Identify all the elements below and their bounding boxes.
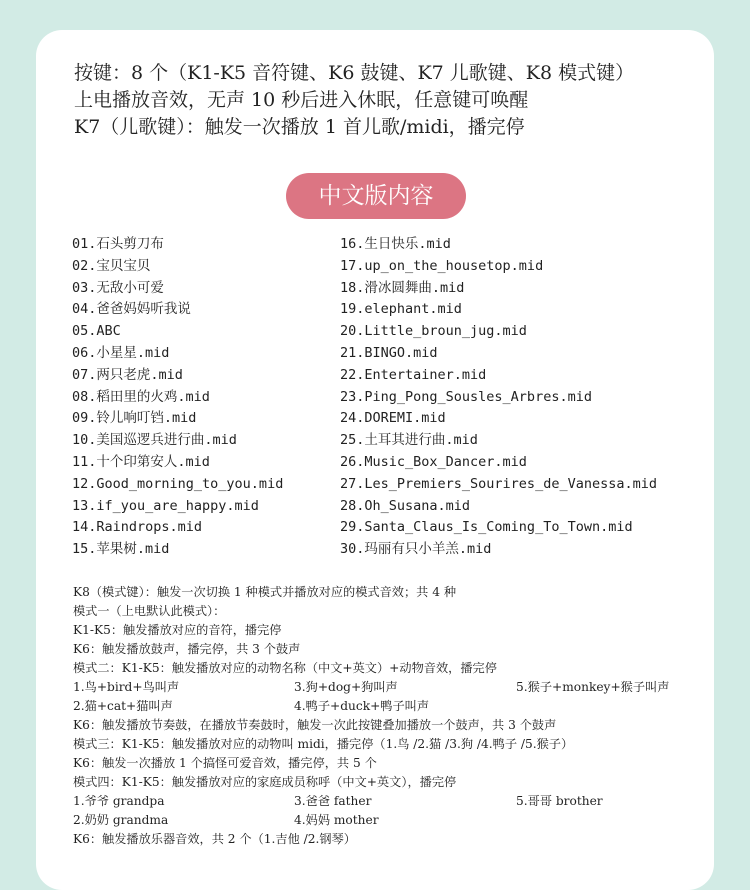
mode1-title: 模式一（上电默认此模式）： bbox=[73, 604, 226, 618]
intro-text bbox=[74, 60, 704, 141]
mode2-row2 bbox=[73, 697, 708, 716]
song-item: 01.石头剪刀布 bbox=[72, 236, 164, 252]
song-item: 12.Good_morning_to_you.mid bbox=[72, 475, 284, 492]
song-item: 15.苹果树.mid bbox=[72, 541, 170, 558]
song-item: 02.宝贝宝贝 bbox=[72, 257, 151, 274]
song-item: 13.if_you_are_happy.mid bbox=[72, 497, 259, 514]
k8-description: K8（模式键）：触发一次切换 1 种模式并播放对应的模式音效；共 4 种 bbox=[73, 585, 457, 599]
mode2-item: 3.狗+dog+狗叫声 bbox=[294, 680, 398, 694]
song-item: 30.玛丽有只小羊羔.mid bbox=[340, 541, 492, 558]
song-item: 07.两只老虎.mid bbox=[72, 366, 183, 383]
mode2-item: 2.猫+cat+猫叫声 bbox=[73, 699, 173, 713]
mode4-row1 bbox=[73, 792, 708, 811]
song-item: 10.美国巡逻兵进行曲.mid bbox=[72, 432, 237, 449]
song-item: 20.Little_broun_jug.mid bbox=[340, 323, 527, 340]
song-item: 19.elephant.mid bbox=[340, 301, 462, 318]
song-list-right-column bbox=[340, 234, 657, 561]
song-item: 14.Raindrops.mid bbox=[72, 519, 203, 536]
intro-line-keys: 按键：8 个（K1-K5 音符键、K6 鼓键、K7 儿歌键、K8 模式键） bbox=[74, 62, 635, 84]
mode2-item: 4.鸭子+duck+鸭子叫声 bbox=[294, 699, 430, 713]
content-card bbox=[36, 30, 714, 890]
mode4-item: 4.妈妈 mother bbox=[294, 813, 379, 827]
mode1-k1k5: K1-K5：触发播放对应的音符，播完停 bbox=[73, 623, 282, 637]
song-item: 09.铃儿响叮铛.mid bbox=[72, 410, 197, 427]
mode4-row2 bbox=[73, 811, 708, 830]
mode2-k6: K6：触发播放节奏鼓，在播放节奏鼓时，触发一次此按键叠加播放一个鼓声，共 3 个鼓声 bbox=[73, 718, 557, 732]
song-list-left-column bbox=[72, 234, 283, 561]
song-item: 06.小星星.mid bbox=[72, 344, 170, 361]
mode4-item: 2.奶奶 grandma bbox=[73, 813, 169, 827]
mode3-title: 模式三：K1-K5：触发播放对应的动物叫 midi，播完停（1.鸟 /2.猫 /3.狗 /4.鸭子 /5.猴子） bbox=[73, 737, 574, 751]
mode4-title: 模式四：K1-K5：触发播放对应的家庭成员称呼（中文+英文），播完停 bbox=[73, 775, 457, 789]
song-item: 18.滑冰圆舞曲.mid bbox=[340, 279, 465, 296]
song-item: 16.生日快乐.mid bbox=[340, 236, 451, 252]
song-item: 25.土耳其进行曲.mid bbox=[340, 432, 478, 449]
song-item: 27.Les_Premiers_Sourires_de_Vanessa.mid bbox=[340, 475, 657, 492]
song-item: 28.Oh_Susana.mid bbox=[340, 497, 471, 514]
mode4-k6: K6：触发播放乐器音效，共 2 个（1.吉他 /2.钢琴） bbox=[73, 832, 356, 846]
mode4-item: 5.哥哥 brother bbox=[516, 794, 603, 808]
song-item: 04.爸爸妈妈听我说 bbox=[72, 301, 191, 318]
section-title-badge: 中文版内容 bbox=[286, 173, 466, 219]
song-item: 05.ABC bbox=[72, 323, 121, 340]
song-item: 29.Santa_Claus_Is_Coming_To_Town.mid bbox=[340, 519, 633, 536]
mode4-item: 1.爷爷 grandpa bbox=[73, 794, 165, 808]
song-item: 26.Music_Box_Dancer.mid bbox=[340, 453, 527, 470]
song-item: 24.DOREMI.mid bbox=[340, 410, 446, 427]
song-item: 17.up_on_the_housetop.mid bbox=[340, 257, 544, 274]
song-item: 21.BINGO.mid bbox=[340, 344, 438, 361]
mode-details bbox=[73, 583, 708, 849]
song-list bbox=[72, 234, 692, 564]
mode2-item: 1.鸟+bird+鸟叫声 bbox=[73, 680, 180, 694]
song-item: 22.Entertainer.mid bbox=[340, 366, 487, 383]
mode3-k6: K6：触发一次播放 1 个搞怪可爱音效，播完停，共 5 个 bbox=[73, 756, 377, 770]
intro-line-k7: K7（儿歌键）：触发一次播放 1 首儿歌/midi，播完停 bbox=[74, 116, 525, 138]
song-item: 03.无敌小可爱 bbox=[72, 279, 164, 296]
intro-line-power: 上电播放音效，无声 10 秒后进入休眠，任意键可唤醒 bbox=[74, 89, 529, 111]
song-item: 23.Ping_Pong_Sousles_Arbres.mid bbox=[340, 388, 592, 405]
song-item: 11.十个印第安人.mid bbox=[72, 453, 210, 470]
mode2-row1 bbox=[73, 678, 708, 697]
mode2-title: 模式二：K1-K5：触发播放对应的动物名称（中文+英文）+动物音效，播完停 bbox=[73, 661, 497, 675]
mode1-k6: K6：触发播放鼓声，播完停，共 3 个鼓声 bbox=[73, 642, 301, 656]
mode2-item: 5.猴子+monkey+猴子叫声 bbox=[516, 680, 670, 694]
song-item: 08.稻田里的火鸡.mid bbox=[72, 388, 210, 405]
mode4-item: 3.爸爸 father bbox=[294, 794, 372, 808]
